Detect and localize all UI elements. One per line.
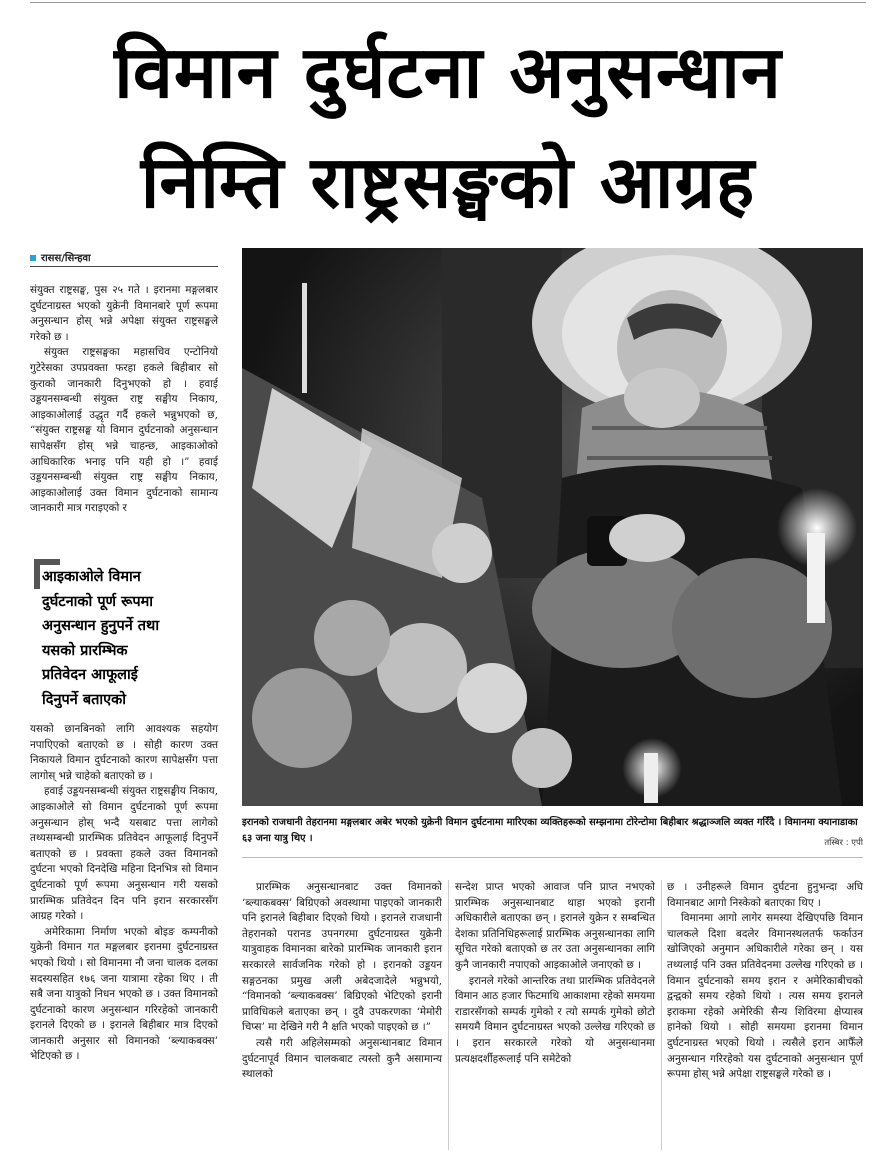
paragraph: संयुक्त राष्ट्रसङ्घका महासचिव एन्टोनियो गुटेरेसका उपप्रवक्ता फरहा हकले बिहीबार सो कुराको जानकारी दिनुभएको हो । हवाई उड्डयनसम्बन्धी संयुक्त राष्ट्र सङ्घीय निकाय, आइकाओलाई उद्धृत गर्दै हकले भन्नुभएको छ, “संयुक्त राष्ट्रसङ्घ यो विमान दुर्घटनाको अनुसन्धान सापेक्षसँग होस् भन्ने चाहन्छ, आइकाओको आधिकारिक भनाइ पनि यही हो ।” हवाई उड्डयनसम्बन्धी संयुक्त राष्ट्र सङ्घीय निकाय, आइकाओलाई उक्त विमान दुर्घटनाको सामान्य जानकारी मात्र गराइएको र [30, 346, 218, 515]
byline-rule [30, 266, 218, 267]
vigil-photo-illustration [242, 248, 863, 806]
caption-rule [242, 857, 863, 858]
paragraph: यसको छानबिनको लागि आवश्यक सहयोग नपाएिएको बताएको छ । सोही कारण उक्त निकायले विमान दुर्घटनाको कारण सापेक्षसँग पत्ता लागोस् भन्ने चाहेको बताएको छ । [30, 723, 218, 782]
top-rule [30, 2, 866, 3]
column-divider [661, 880, 662, 1150]
bullet-icon [30, 255, 36, 261]
byline-text: रासस/सिन्हवा [41, 253, 91, 264]
article-column-4 [667, 880, 863, 1083]
photo-caption: इरानको राजधानी तेहरानमा मङ्गलबार अबेर भएको युक्रेनी विमान दुर्घटनामा मारिएका व्यक्तिहरूको सम्झनामा टोरेन्टोमा बिहीबार श्रद्धाञ्जलि व्यक्त गरिँदै । विमानमा क्यानाडाका ६३ जना यात्रु थिए । [242, 817, 858, 844]
column-divider [448, 880, 449, 1150]
headline-line-2: निम्ति राष्ट्रसङ्घको आग्रह [140, 140, 756, 224]
paragraph: संयुक्त राष्ट्रसङ्घ, पुस २५ गते । इरानमा मङ्गलबार दुर्घटनाग्रस्त भएको युक्रेनी विमानबारे पूर्ण रूपमा अनुसन्धान होस् भन्ने अपेक्षा संयुक्त राष्ट्रसङ्घले गरेको छ । [30, 284, 218, 343]
paragraph: इरानले गरेको आन्तरिक तथा प्रारम्भिक प्रतिवेदनले विमान आठ हजार फिटमाथि आकाशमा रहेको समयमा राडारसँगको सम्पर्क गुमेको र त्यो सम्पर्क गुमेको छोटो समयमै विमान दुर्घटनाग्रस्त भएको उल्लेख गरिएको छ । इरान सरकारले गरेको यो अनुसन्धानमा प्रत्यक्षदर्शीहरूलाई पनि समेटेको [455, 974, 655, 1065]
article-column-1-top [30, 283, 218, 517]
paragraph: प्रारम्भिक अनुसन्धानबाट उक्त विमानको ‘ब्ल्याकबक्स’ बिग्रिएको अवस्थामा पाइएको जानकारी पनि इरानले बिहीबार दिएको थियो । इरानले राजधानी तेहरानको परानड उपनगरमा दुर्घटनाग्रस्त युक्रेनी यात्रुवाहक विमानका बारेको प्रारम्भिक जानकारी इरान सरकारले सार्वजनिक गरेको हो । इरानको उड्डयन सङ्गठनका प्रमुख अली अबेदजादेले भन्नुभयो, “विमानको ‘ब्ल्याकबक्स’ बिग्रिएको भेटिएको इरानी प्राविधिकले बताएका छन् । दुवै उपकरणका ‘मेमोरी चिप्स’ मा देखिने गरी नै क्षति भएको पाइएको छ ।” [242, 881, 442, 1034]
photo-credit: तस्बिर : एपी [824, 838, 863, 848]
headline-line-1: विमान दुर्घटना अनुसन्धान [114, 30, 782, 114]
article-column-2 [242, 880, 442, 1083]
paragraph: त्यसै गरी अहिलेसम्मको अनुसन्धानबाट विमान दुर्घटनापूर्व विमान चालकबाट त्यस्तो कुनै असामान्य स्थालको [242, 1036, 442, 1081]
article-column-1-bottom [30, 722, 218, 1065]
pull-quote-text: आइकाओले विमान दुर्घटनाको पूर्ण रूपमा अनुसन्धान हुनुपर्ने तथा यसको प्रारम्भिक प्रतिवेदन आफूलाई दिनुपर्ने बताएको [42, 569, 160, 708]
paragraph: विमानमा आगो लागेर समस्या देखिएपछि विमान चालकले दिशा बदलेर विमानस्थलतर्फ फर्काउन खोजिएको अनुमान अधिकारीले गरेका छन् । यस तथ्यलाई पनि उक्त प्रतिवेदनमा उल्लेख गरिएको छ । विमान दुर्घटनाको समय इरान र अमेरिकाबीचको द्वन्द्वको समय रहेको थियो । त्यस समय इरानले इराकमा रहेको अमेरिकी सैन्य शिविरमा क्षेप्यास्त्र हानेको थियो । सोही समयमा इरानमा विमान दुर्घटनाग्रस्त भएको थियो । त्यसैले इरान आफैँले अनुसन्धान गरिरहेको यस दुर्घटनाको अनुसन्धान पूर्ण रूपमा होस् भन्ने अपेक्षा राष्ट्रसङ्घले गरेको छ । [667, 912, 863, 1081]
article-column-3 [455, 880, 655, 1067]
paragraph: हवाई उड्डयनसम्बन्धी संयुक्त राष्ट्रसङ्घीय निकाय, आइकाओले सो विमान दुर्घटनाको पूर्ण रूपमा अनुसन्धान होस् भन्दै यसबाट पत्ता लागेको तथ्यसम्बन्धी प्रारम्भिक प्रतिवेदन आफूलाई दिनुपर्ने बताएको छ । प्रवक्ता हकले उक्त विमानको दुर्घटना भएको दिनदेखि महिना दिनभित्र सो विमान दुर्घटनाको पूर्ण रूपमा अनुसन्धान गरी यसको प्रारम्भिक प्रतिवेदन दिन पनि इरान सरकारसँग आग्रह गरेको । [30, 785, 218, 923]
paragraph: अमेरिकामा निर्माण भएको बोइङ कम्पनीको युक्रेनी विमान गत मङ्गलबार इरानमा दुर्घटनाग्रस्त भएको थियो । सो विमानमा नौ जना चालक दलका सदस्यसहित १७६ जना यात्रामा रहेका थिए । ती सबै जना यात्रुको निधन भएको छ । उक्त विमानको दुर्घटनाको कारण अनुसन्धान गरिरहेको जानकारी इरानले दिएको छ । इरानले बिहीबार मात्र दिएको जानकारी अनुसार सो विमानको ‘ब्ल्याकबक्स’ भेटिएको छ । [30, 925, 218, 1063]
paragraph: सन्देश प्राप्त भएको आवाज पनि प्राप्त नभएको प्रारम्भिक अनुसन्धानबाट थाहा भएको इरानी अधिकारीले बताएका छन् । इरानले युक्रेन र सम्बन्धित देशका प्रतिनिधिहरूलाई प्रारम्भिक अनुसन्धानका लागि सूचित गरेको बताएको छ तर उता अनुसन्धानका लागि कुनै जानकारी नपाएको आइकाओले जनाएको छ । [455, 881, 655, 971]
news-photo [242, 248, 863, 806]
paragraph: छ । उनीहरूले विमान दुर्घटना हुनुभन्दा अघि विमानबाट आगो निस्केको बताएका थिए । [667, 881, 863, 909]
byline [30, 250, 91, 264]
